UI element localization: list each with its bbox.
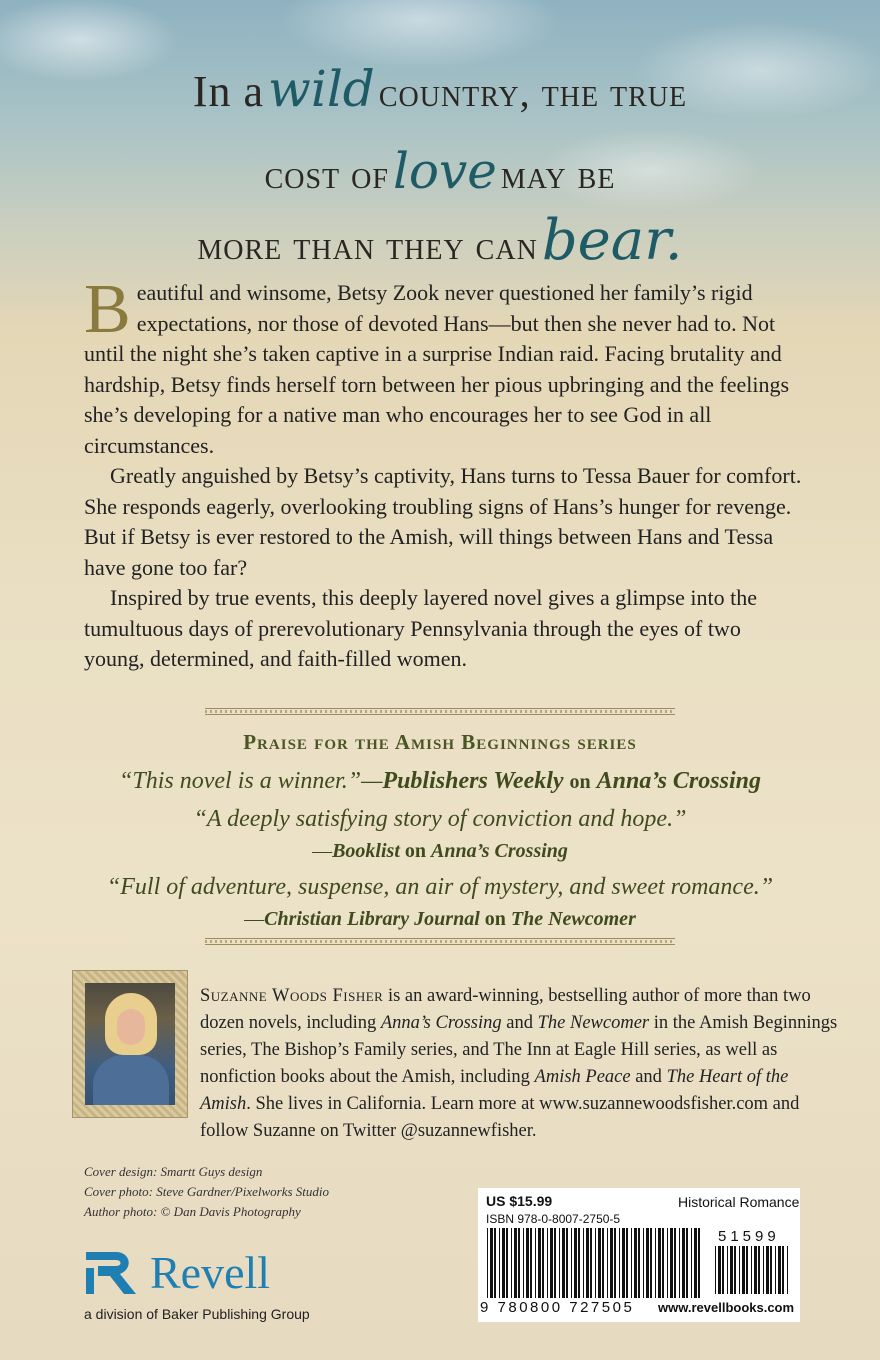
- headline-word: In a: [192, 67, 265, 116]
- author-bio: [200, 983, 840, 1145]
- headline-word: cost of: [264, 152, 389, 197]
- quote-dash: —: [361, 768, 383, 794]
- praise-cite-2: [0, 840, 880, 863]
- book-title: Amish Peace: [534, 1067, 631, 1087]
- quote-on: on: [569, 771, 591, 793]
- blurb-paragraph-2: Greatly anguished by Betsy’s captivity, Hans turns to Tessa Bauer for comfort. She responds eagerly, overlooking troubling signs of Hans’s hunger for revenge. But if Betsy is ever restored to the Amish, will things between Hans and Tessa have gone too far?: [84, 463, 802, 580]
- barcode-bars: [486, 1228, 704, 1298]
- book-title: The Newcomer: [537, 1013, 650, 1033]
- quote-dash: —: [244, 908, 265, 930]
- author-name: Suzanne Woods Fisher: [200, 986, 384, 1006]
- bio-text: . She lives in California. Learn more at www.suzannewoodsfisher.com and follow Suzanne on Twitter @suzannewfisher.: [200, 1094, 800, 1141]
- praise-quote-1: [0, 768, 880, 795]
- author-photo: [85, 983, 175, 1105]
- quote-dash: —: [312, 840, 333, 862]
- praise-quote-3: “Full of adventure, suspense, an air of mystery, and sweet romance.”: [106, 874, 774, 900]
- quote-text: “This novel is a winner.”: [119, 768, 362, 794]
- headline-word: may be: [500, 152, 616, 197]
- praise-heading: Praise for the Amish Beginnings series: [243, 730, 637, 754]
- ornament-divider-top: [205, 705, 675, 719]
- book-blurb: [84, 271, 804, 675]
- drop-cap: B: [84, 271, 131, 348]
- quote-source: Booklist: [332, 840, 400, 862]
- publisher-subtitle: a division of Baker Publishing Group: [84, 1306, 310, 1322]
- headline-script-word: bear.: [541, 208, 683, 273]
- blurb-paragraph-3: Inspired by true events, this deeply layered novel gives a glimpse into the tumultuous days of prerevolutionary Pennsylvania through the eyes of two young, determined, and faith-filled women.: [84, 585, 758, 671]
- quote-title: The Newcomer: [510, 908, 636, 930]
- headline-script-word: wild: [268, 60, 375, 118]
- publisher-website: www.revellbooks.com: [658, 1300, 795, 1315]
- credit-cover-photo: Cover photo: Steve Gardner/Pixelworks Studio: [84, 1184, 330, 1199]
- headline-word: country, the true: [378, 70, 688, 115]
- book-title: Anna’s Crossing: [380, 1013, 502, 1033]
- barcode-block: [478, 1188, 800, 1322]
- headline-line-3: [0, 208, 880, 273]
- quote-on: on: [404, 840, 426, 862]
- barcode-addon-number: 51599: [718, 1228, 780, 1245]
- publisher-name: Revell: [150, 1247, 271, 1298]
- isbn: ISBN 978-0-8007-2750-5: [486, 1212, 621, 1226]
- author-photo-frame: [72, 970, 188, 1118]
- blurb-paragraph-1: [84, 271, 804, 461]
- bio-text: and: [630, 1067, 667, 1087]
- bio-text: in the Amish Beginnings series, The Bishop’s Family series, and The Inn at Eagle Hill series, as well as nonfiction books about the Amish, including: [200, 1013, 838, 1087]
- headline-line-2: [0, 142, 880, 200]
- credit-author-photo: Author photo: © Dan Davis Photography: [84, 1204, 301, 1219]
- praise-cite-3: [0, 908, 880, 931]
- headline-line-1: [0, 60, 880, 118]
- barcode-ean-number: 9 780800 727505: [480, 1299, 635, 1316]
- bio-text: and: [501, 1013, 538, 1033]
- barcode-addon-bars: [714, 1246, 792, 1294]
- revell-logo-icon: [82, 1248, 142, 1298]
- quote-title: Anna’s Crossing: [431, 840, 568, 862]
- credit-cover-design: Cover design: Smartt Guys design: [84, 1164, 263, 1179]
- praise-quote-2: “A deeply satisfying story of conviction and hope.”: [193, 806, 687, 832]
- bio-text: is an award-winning, bestselling author of more than two dozen novels, including: [200, 986, 811, 1033]
- blurb-text: eautiful and winsome, Betsy Zook never questioned her family’s rigid expectations, nor those of devoted Hans—but then she never had to. Not until the night she’s taken captive in a surprise Indian raid. Facing brutality and hardship, Betsy finds herself torn between her pious upbringing and the feelings she’s developing for a native man who encourages her to see God in all circumstances.: [84, 280, 790, 458]
- headline-word: more than they can: [197, 223, 538, 268]
- credits: [84, 1162, 329, 1222]
- quote-on: on: [484, 908, 506, 930]
- ornament-divider-bottom: [205, 935, 675, 949]
- book-title: The Heart of the Amish: [200, 1067, 789, 1114]
- quote-source: Christian Library Journal: [264, 908, 480, 930]
- headline-script-word: love: [392, 142, 497, 200]
- quote-title: Anna’s Crossing: [596, 768, 761, 794]
- genre-label: Historical Romance: [678, 1194, 800, 1210]
- price: US $15.99: [486, 1193, 553, 1209]
- quote-source: Publishers Weekly: [382, 768, 564, 794]
